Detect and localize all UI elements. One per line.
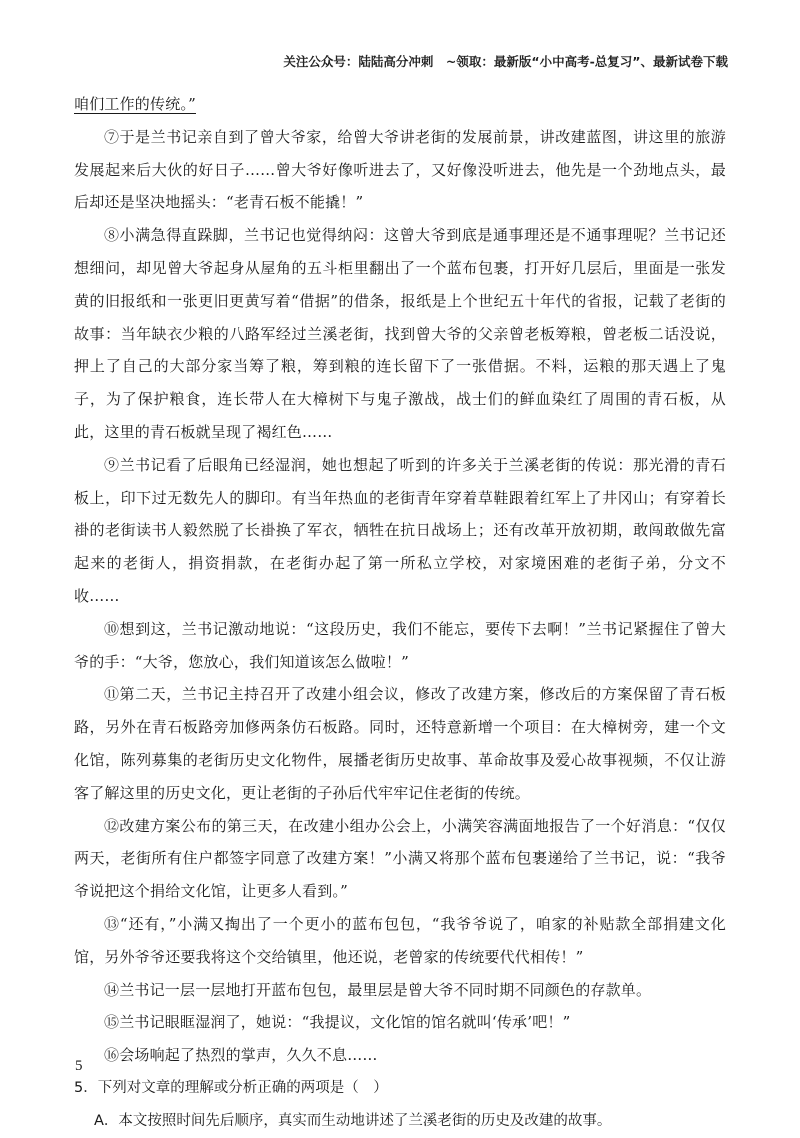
paragraph-continuation: 咱们工作的传统。” [74,95,196,113]
question-option-a: A．本文按照时间先后顺序，真实而生动地讲述了兰溪老街的历史及改建的故事。 [94,1112,612,1129]
question-5 [74,1072,726,1138]
paragraph-8: ⑧小满急得直跺脚，兰书记也觉得纳闷：这曾大爷到底是通事理还是不通事理呢？兰书记还想细问，却见曾大爷起身从屋角的五斗柜里翻出了一个蓝布包裹，打开好几层后，里面是一张发黄的旧报纸和一张更旧更黄写着“借据”的借条，报纸是上个世纪五十年代的省报，记载了老街的故事：当年缺衣少粮的八路军经过兰溪老街，找到曾大爷的父亲曾老板筹粮，曾老板二话没说，押上了自己的大部分家当筹了粮，筹到粮的连长留下了一张借据。不料，运粮的那天遇上了鬼子，为了保护粮食，连长带人在大樟树下与鬼子激战，战士们的鲜血染红了周围的青石板，从此，这里的青石板就呈现了褐红色…… [74,226,726,441]
paragraph-13: ⑬“还有，”小满又掏出了一个更小的蓝布包包，“我爷爷说了，咱家的补贴款全部捐建文化馆，另外爷爷还要我将这个交给镇里，他还说，老曾家的传统要代代相传！” [74,914,726,966]
question-stem: 5．下列对文章的理解或分析正确的两项是（ ） [74,1079,388,1096]
paragraph-14: ⑭兰书记一层一层地打开蓝布包包，最里层是曾大爷不同时期不同颜色的存款单。 [104,980,652,999]
paragraph-7: ⑦于是兰书记亲自到了曾大爷家，给曾大爷讲老街的发展前景，讲改建蓝图，讲这里的旅游发展起来后大伙的好日子……曾大爷好像听进去了，又好像没听进去，他先是一个劲地点头，最后却还是坚决地摇头：“老青石板不能撬！” [74,127,726,212]
paragraph-15: ⑮兰书记眼眶湿润了，她说：“我提议，文化馆的馆名就叫‘传承’吧！” [104,1013,571,1032]
paragraph-12: ⑫改建方案公布的第三天，在改建小组办公会上，小满笑容满面地报告了一个好消息：“仅仅两天，老街所有住户都签字同意了改建方案！”小满又将那个蓝布包裹递给了兰书记，说：“我爷爷说把这个捐给文化馆，让更多人看到。” [74,816,726,901]
page-number: 5 [75,1058,83,1074]
page-header: 关注公众号：陆陆高分冲刺 ~领取：最新版“小中高考-总复习”、最新试卷下载 [283,54,728,69]
paragraph-11: ⑪第二天，兰书记主持召开了改建小组会议，修改了改建方案，修改后的方案保留了青石板路，另外在青石板路旁加修两条仿石板路。同时，还特意新增一个项目：在大樟树旁，建一个文化馆，陈列募集的老街历史文化物件，展播老街历史故事、革命故事及爱心故事视频，不仅让游客了解这里的历史文化，更让老街的子孙后代牢牢记住老街的传统。 [74,685,726,802]
paragraph-9: ⑨兰书记看了后眼角已经湿润，她也想起了听到的许多关于兰溪老街的传说：那光滑的青石板上，印下过无数先人的脚印。有当年热血的老街青年穿着草鞋跟着红军上了井冈山；有穿着长褂的老街读书人毅然脱了长褂换了军衣，牺牲在抗日战场上；还有改革开放初期，敢闯敢做先富起来的老街人，捐资捐款，在老街办起了第一所私立学校，对家境困难的老街子弟，分文不收…… [74,455,726,605]
article-body [74,88,726,1138]
paragraph-10: ⑩想到这，兰书记激动地说：“这段历史，我们不能忘，要传下去啊！”兰书记紧握住了曾大爷的手：“大爷，您放心，我们知道该怎么做啦！” [74,619,726,671]
paragraph-16: ⑯会场响起了热烈的掌声，久久不息…… [104,1046,378,1065]
